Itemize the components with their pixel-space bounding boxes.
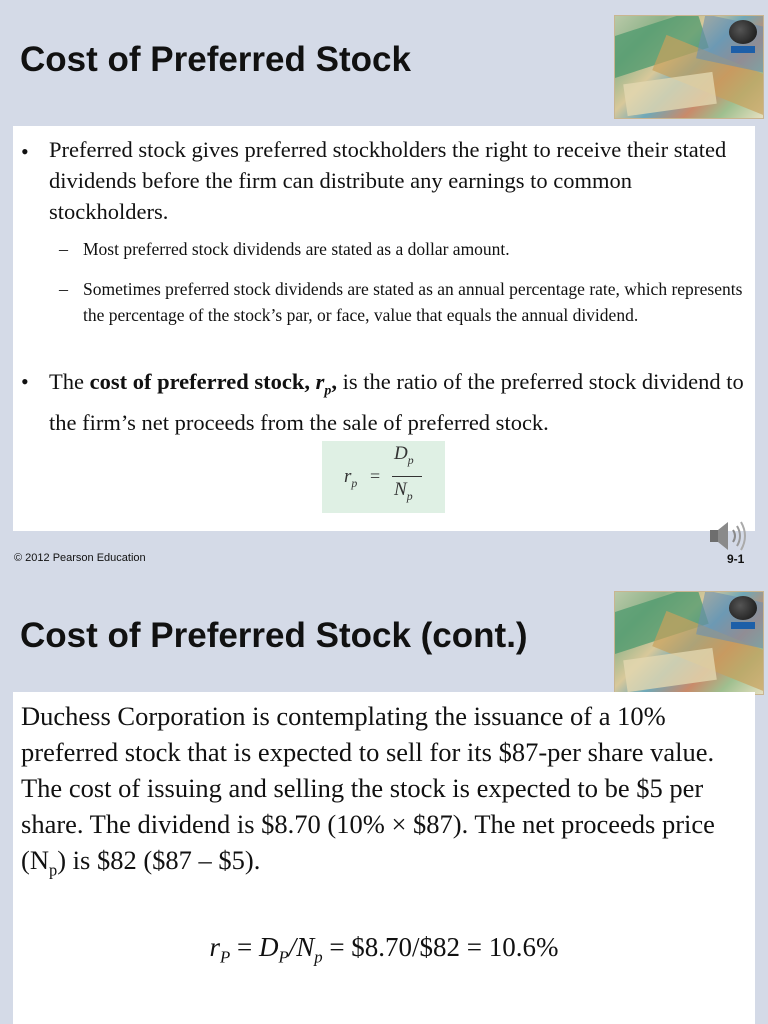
result-equation: $r_P = D_P/N_p$ = $8.70/$82 = 10.6% — [209, 932, 559, 967]
slide-title: Cost of Preferred Stock — [20, 40, 411, 79]
example-paragraph: Duchess Corporation is contemplating the issuance of a 10% preferred stock that is expected to sell for its $87-per share value. The cost of issuing and selling the stock is expected to be $5 per share. The dividend is $8.70 (10% × $87). The net proceeds price $(N_p)$ is $82 ($87 – $5). — [21, 701, 715, 880]
fraction-bar — [392, 476, 422, 477]
slide-title: Cost of Preferred Stock (cont.) — [20, 616, 528, 655]
bullet-text: Preferred stock gives preferred stockholders the right to receive their stated dividends before the firm can distribute any earnings to common stockholders. — [49, 137, 727, 224]
copyright-text: © 2012 Pearson Education — [14, 552, 146, 564]
content-panel — [13, 692, 755, 1024]
sub-bullet-marker: – — [59, 239, 68, 259]
currency-collage-image — [614, 15, 764, 119]
speaker-icon[interactable] — [708, 518, 752, 554]
content-panel — [13, 126, 755, 531]
page-number: 9-1 — [727, 552, 745, 566]
currency-collage-image — [614, 591, 764, 695]
sub-bullet-text: Most preferred stock dividends are stated as a dollar amount. — [83, 239, 510, 259]
bullet-marker: • — [21, 139, 29, 164]
bullet-marker: • — [21, 369, 29, 394]
formula-box: $r_p$ = $D_p$ $N_p$ — [322, 441, 445, 513]
sub-bullet-text: Sometimes preferred stock dividends are stated as an annual percentage rate, which represents the percentage of the stock’s par, or face, value that equals the annual dividend. — [83, 279, 743, 325]
sub-bullet-marker: – — [59, 279, 68, 299]
slide-2 — [0, 576, 768, 1024]
bullet-text: The cost of preferred stock, $r_p$, is the ratio of the preferred stock dividend to the firm’s net proceeds from the sale of preferred stock. — [49, 369, 744, 435]
